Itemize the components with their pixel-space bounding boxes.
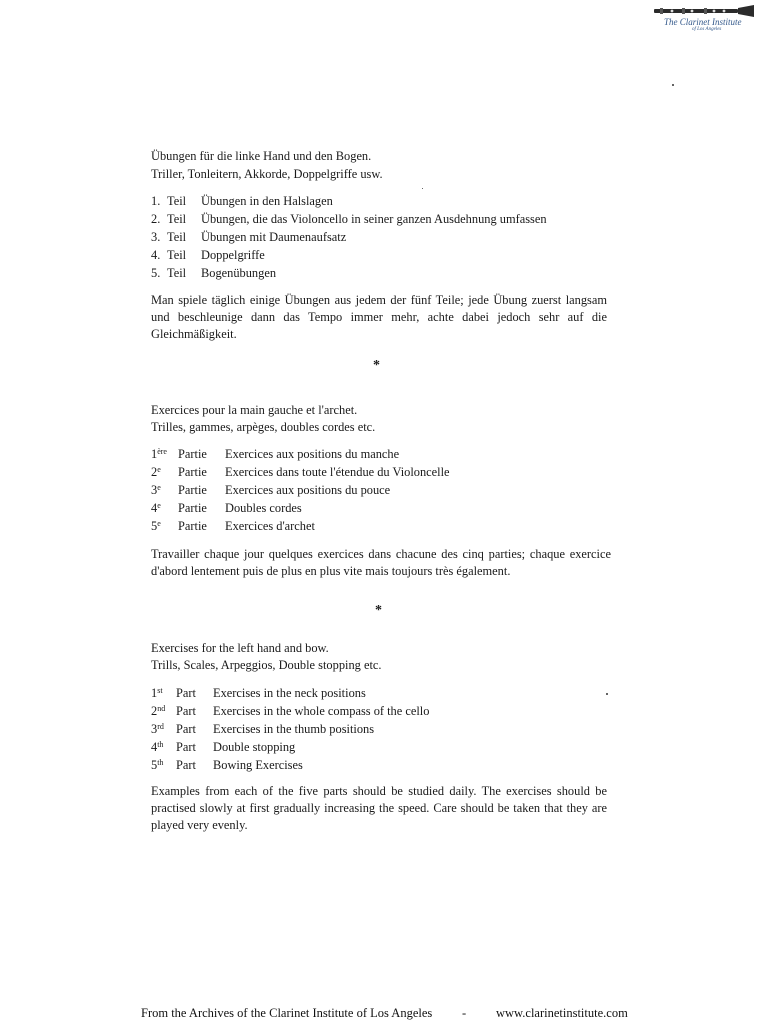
logo-title: The Clarinet Institute bbox=[664, 17, 742, 27]
item-label: Teil bbox=[167, 230, 187, 244]
item-number: 5. bbox=[151, 266, 161, 280]
section-separator: * bbox=[375, 603, 382, 618]
item-ordinal: th bbox=[157, 740, 164, 749]
item-ordinal: st bbox=[157, 686, 163, 695]
item-label: Part bbox=[176, 740, 196, 754]
item-text: Exercises in the whole compass of the cello bbox=[213, 704, 430, 718]
item-number: 3 bbox=[151, 722, 158, 736]
footer-url-link[interactable]: www.clarinetinstitute.com bbox=[496, 1006, 628, 1020]
page-speck bbox=[672, 84, 674, 86]
item-ordinal: e bbox=[157, 501, 161, 510]
clarinet-institute-logo bbox=[652, 4, 758, 34]
item-label: Part bbox=[176, 704, 196, 718]
french-item bbox=[151, 517, 315, 535]
item-text: Exercices aux positions du pouce bbox=[225, 483, 391, 497]
item-text: Exercices d'archet bbox=[225, 519, 315, 533]
page-speck bbox=[422, 188, 423, 189]
german-item bbox=[151, 264, 276, 282]
item-ordinal: e bbox=[157, 519, 161, 528]
item-label: Teil bbox=[167, 248, 187, 262]
item-number: 1 bbox=[151, 447, 158, 461]
footer-dash: - bbox=[462, 1006, 467, 1020]
english-item bbox=[151, 702, 429, 720]
item-text: Bogenübungen bbox=[201, 266, 277, 280]
english-item bbox=[151, 720, 374, 738]
item-number: 1. bbox=[151, 194, 161, 208]
item-label: Part bbox=[176, 758, 196, 772]
item-text: Übungen mit Daumenaufsatz bbox=[201, 230, 347, 244]
item-number: 4 bbox=[151, 501, 158, 515]
item-label: Teil bbox=[167, 266, 187, 280]
logo-subtitle: of Los Angeles bbox=[692, 27, 722, 32]
item-text: Exercises in the neck positions bbox=[213, 686, 366, 700]
item-text: Bowing Exercises bbox=[213, 758, 303, 772]
item-number: 5 bbox=[151, 758, 158, 772]
item-text: Double stopping bbox=[213, 740, 296, 754]
french-item bbox=[151, 499, 302, 517]
item-number: 1 bbox=[151, 686, 158, 700]
french-heading: Exercices pour la main gauche et l'archet. bbox=[151, 403, 358, 417]
french-item bbox=[151, 445, 399, 463]
item-text: Exercices aux positions du manche bbox=[225, 447, 400, 461]
german-subheading: Triller, Tonleitern, Akkorde, Doppelgriffe usw. bbox=[151, 167, 383, 181]
german-item bbox=[151, 228, 346, 246]
item-text: Doubles cordes bbox=[225, 501, 302, 515]
item-label: Partie bbox=[178, 465, 207, 479]
french-item bbox=[151, 463, 450, 481]
german-heading: Übungen für die linke Hand und den Bogen. bbox=[151, 149, 372, 163]
item-text: Exercices dans toute l'étendue du Violoncelle bbox=[225, 465, 450, 479]
item-number: 2. bbox=[151, 212, 161, 226]
item-label: Part bbox=[176, 722, 196, 736]
item-label: Partie bbox=[178, 447, 207, 461]
section-separator: * bbox=[373, 358, 380, 373]
french-subheading: Trilles, gammes, arpèges, doubles cordes etc. bbox=[151, 420, 376, 434]
footer-archive-text: From the Archives of the Clarinet Institute of Los Angeles bbox=[141, 1006, 433, 1020]
item-ordinal: e bbox=[157, 483, 161, 492]
french-paragraph: Travailler chaque jour quelques exercices dans chacune des cinq parties; chaque exercice d'abord lentement puis de plus en plus vite mais toujours très également. bbox=[151, 547, 611, 578]
item-number: 4 bbox=[151, 740, 158, 754]
german-item bbox=[151, 192, 333, 210]
item-number: 2 bbox=[151, 465, 158, 479]
item-ordinal: th bbox=[157, 758, 164, 767]
german-paragraph: Man spiele täglich einige Übungen aus jedem der fünf Teile; jede Übung zuerst langsam und beschleunige dann das Tempo immer mehr, achte dabei jedoch sehr auf die Gleichmäßigkeit. bbox=[151, 293, 607, 341]
item-label: Partie bbox=[178, 519, 207, 533]
item-ordinal: e bbox=[157, 465, 161, 474]
clarinet-icon bbox=[652, 4, 758, 18]
item-ordinal: rd bbox=[157, 722, 164, 731]
item-label: Teil bbox=[167, 212, 187, 226]
item-label: Part bbox=[176, 686, 196, 700]
item-label: Teil bbox=[167, 194, 187, 208]
item-number: 2 bbox=[151, 704, 158, 718]
german-item bbox=[151, 210, 547, 228]
item-number: 5 bbox=[151, 519, 158, 533]
english-item bbox=[151, 684, 366, 702]
page-speck bbox=[606, 693, 608, 695]
item-text: Übungen, die das Violoncello in seiner ganzen Ausdehnung umfassen bbox=[201, 212, 547, 226]
item-label: Partie bbox=[178, 483, 207, 497]
item-number: 3 bbox=[151, 483, 158, 497]
english-item bbox=[151, 756, 303, 774]
item-text: Übungen in den Halslagen bbox=[201, 194, 333, 208]
item-text: Exercises in the thumb positions bbox=[213, 722, 375, 736]
item-ordinal: ère bbox=[157, 447, 167, 456]
french-item bbox=[151, 481, 390, 499]
english-item bbox=[151, 738, 295, 756]
item-number: 3. bbox=[151, 230, 161, 244]
item-number: 4. bbox=[151, 248, 161, 262]
english-paragraph: Examples from each of the five parts should be studied daily. The exercises should be practised slowly at first gradually increasing the speed. Care should be taken that they are played very evenly. bbox=[151, 784, 607, 832]
english-subheading: Trills, Scales, Arpeggios, Double stopping etc. bbox=[151, 658, 382, 672]
german-item bbox=[151, 246, 265, 264]
english-heading: Exercises for the left hand and bow. bbox=[151, 641, 329, 655]
item-text: Doppelgriffe bbox=[201, 248, 265, 262]
item-ordinal: nd bbox=[157, 704, 166, 713]
item-label: Partie bbox=[178, 501, 207, 515]
